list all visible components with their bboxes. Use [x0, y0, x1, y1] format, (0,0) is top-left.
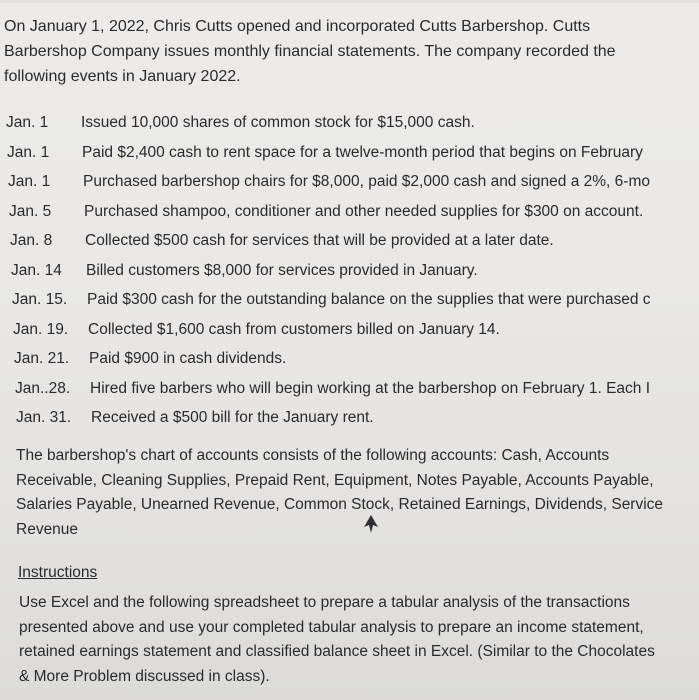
intro-paragraph — [4, 14, 694, 89]
instructions-line: retained earnings statement and classified balance sheet in Excel. (Similar to the Chocolates — [19, 643, 655, 660]
instructions-paragraph — [19, 591, 699, 689]
event-item — [0, 374, 699, 404]
event-description: Paid $2,400 cash to rent space for a twelve-month period that begins on February — [82, 143, 643, 161]
event-item — [0, 167, 699, 197]
event-item — [0, 138, 699, 168]
event-item — [0, 108, 699, 138]
event-item — [0, 344, 699, 374]
event-description: Purchased shampoo, conditioner and other needed supplies for $300 on account. — [84, 202, 644, 220]
event-description: Purchased barbershop chairs for $8,000, paid $2,000 cash and signed a 2%, 6-mo — [83, 173, 650, 190]
event-list — [0, 108, 699, 433]
event-date: Jan. 1 — [8, 173, 51, 190]
intro-line: On January 1, 2022, Chris Cutts opened and incorporated Cutts Barbershop. Cutts — [4, 18, 591, 35]
mouse-pointer-icon — [364, 515, 378, 533]
event-date: Jan. 14 — [11, 261, 62, 279]
event-date: Jan. 1 — [7, 143, 50, 161]
chart-of-accounts-line: Receivable, Cleaning Supplies, Prepaid Rent, Equipment, Notes Payable, Accounts Payable, — [16, 471, 654, 489]
intro-line: following events in January 2022. — [4, 68, 241, 85]
event-description: Issued 10,000 shares of common stock for $15,000 cash. — [81, 114, 475, 131]
event-item — [0, 315, 699, 345]
event-date: Jan. 1 — [6, 114, 49, 131]
event-date: Jan. 8 — [10, 232, 53, 249]
instructions-line: presented above and use your completed tabular analysis to prepare an income statement, — [19, 618, 644, 636]
event-date: Jan..28. — [15, 379, 71, 397]
event-date: Jan. 21. — [14, 350, 70, 367]
chart-of-accounts-line: The barbershop's chart of accounts consists of the following accounts: Cash, Accounts — [16, 447, 610, 464]
event-description: Received a $500 bill for the January rent. — [91, 409, 374, 426]
instructions-line: Use Excel and the following spreadsheet to prepare a tabular analysis of the transactions — [19, 594, 630, 611]
event-date: Jan. 19. — [13, 320, 69, 338]
instructions-line: & More Problem discussed in class). — [19, 667, 270, 685]
chart-of-accounts-paragraph — [16, 444, 696, 542]
intro-line: Barbershop Company issues monthly financial statements. The company recorded the — [4, 43, 616, 60]
event-description: Hired five barbers who will begin working at the barbershop on February 1. Each I — [90, 379, 651, 397]
event-item — [0, 285, 699, 315]
top-divider — [0, 0, 699, 3]
event-date: Jan. 5 — [9, 202, 52, 220]
event-description: Collected $500 cash for services that will be provided at a later date. — [85, 232, 554, 249]
event-item — [0, 226, 699, 256]
event-date: Jan. 15. — [12, 291, 68, 308]
event-description: Billed customers $8,000 for services provided in January. — [86, 261, 478, 279]
event-description: Paid $300 cash for the outstanding balance on the supplies that were purchased c — [87, 291, 651, 308]
instructions-heading: Instructions — [18, 564, 98, 581]
event-item — [0, 256, 699, 286]
event-item — [0, 197, 699, 227]
event-date: Jan. 31. — [16, 409, 72, 426]
event-description: Collected $1,600 cash from customers billed on January 14. — [88, 320, 500, 338]
chart-of-accounts-line: Salaries Payable, Unearned Revenue, Common Stock, Retained Earnings, Dividends, Service — [16, 496, 664, 513]
chart-of-accounts-line: Revenue — [16, 520, 79, 538]
event-item — [0, 403, 699, 433]
event-description: Paid $900 in cash dividends. — [89, 350, 287, 367]
